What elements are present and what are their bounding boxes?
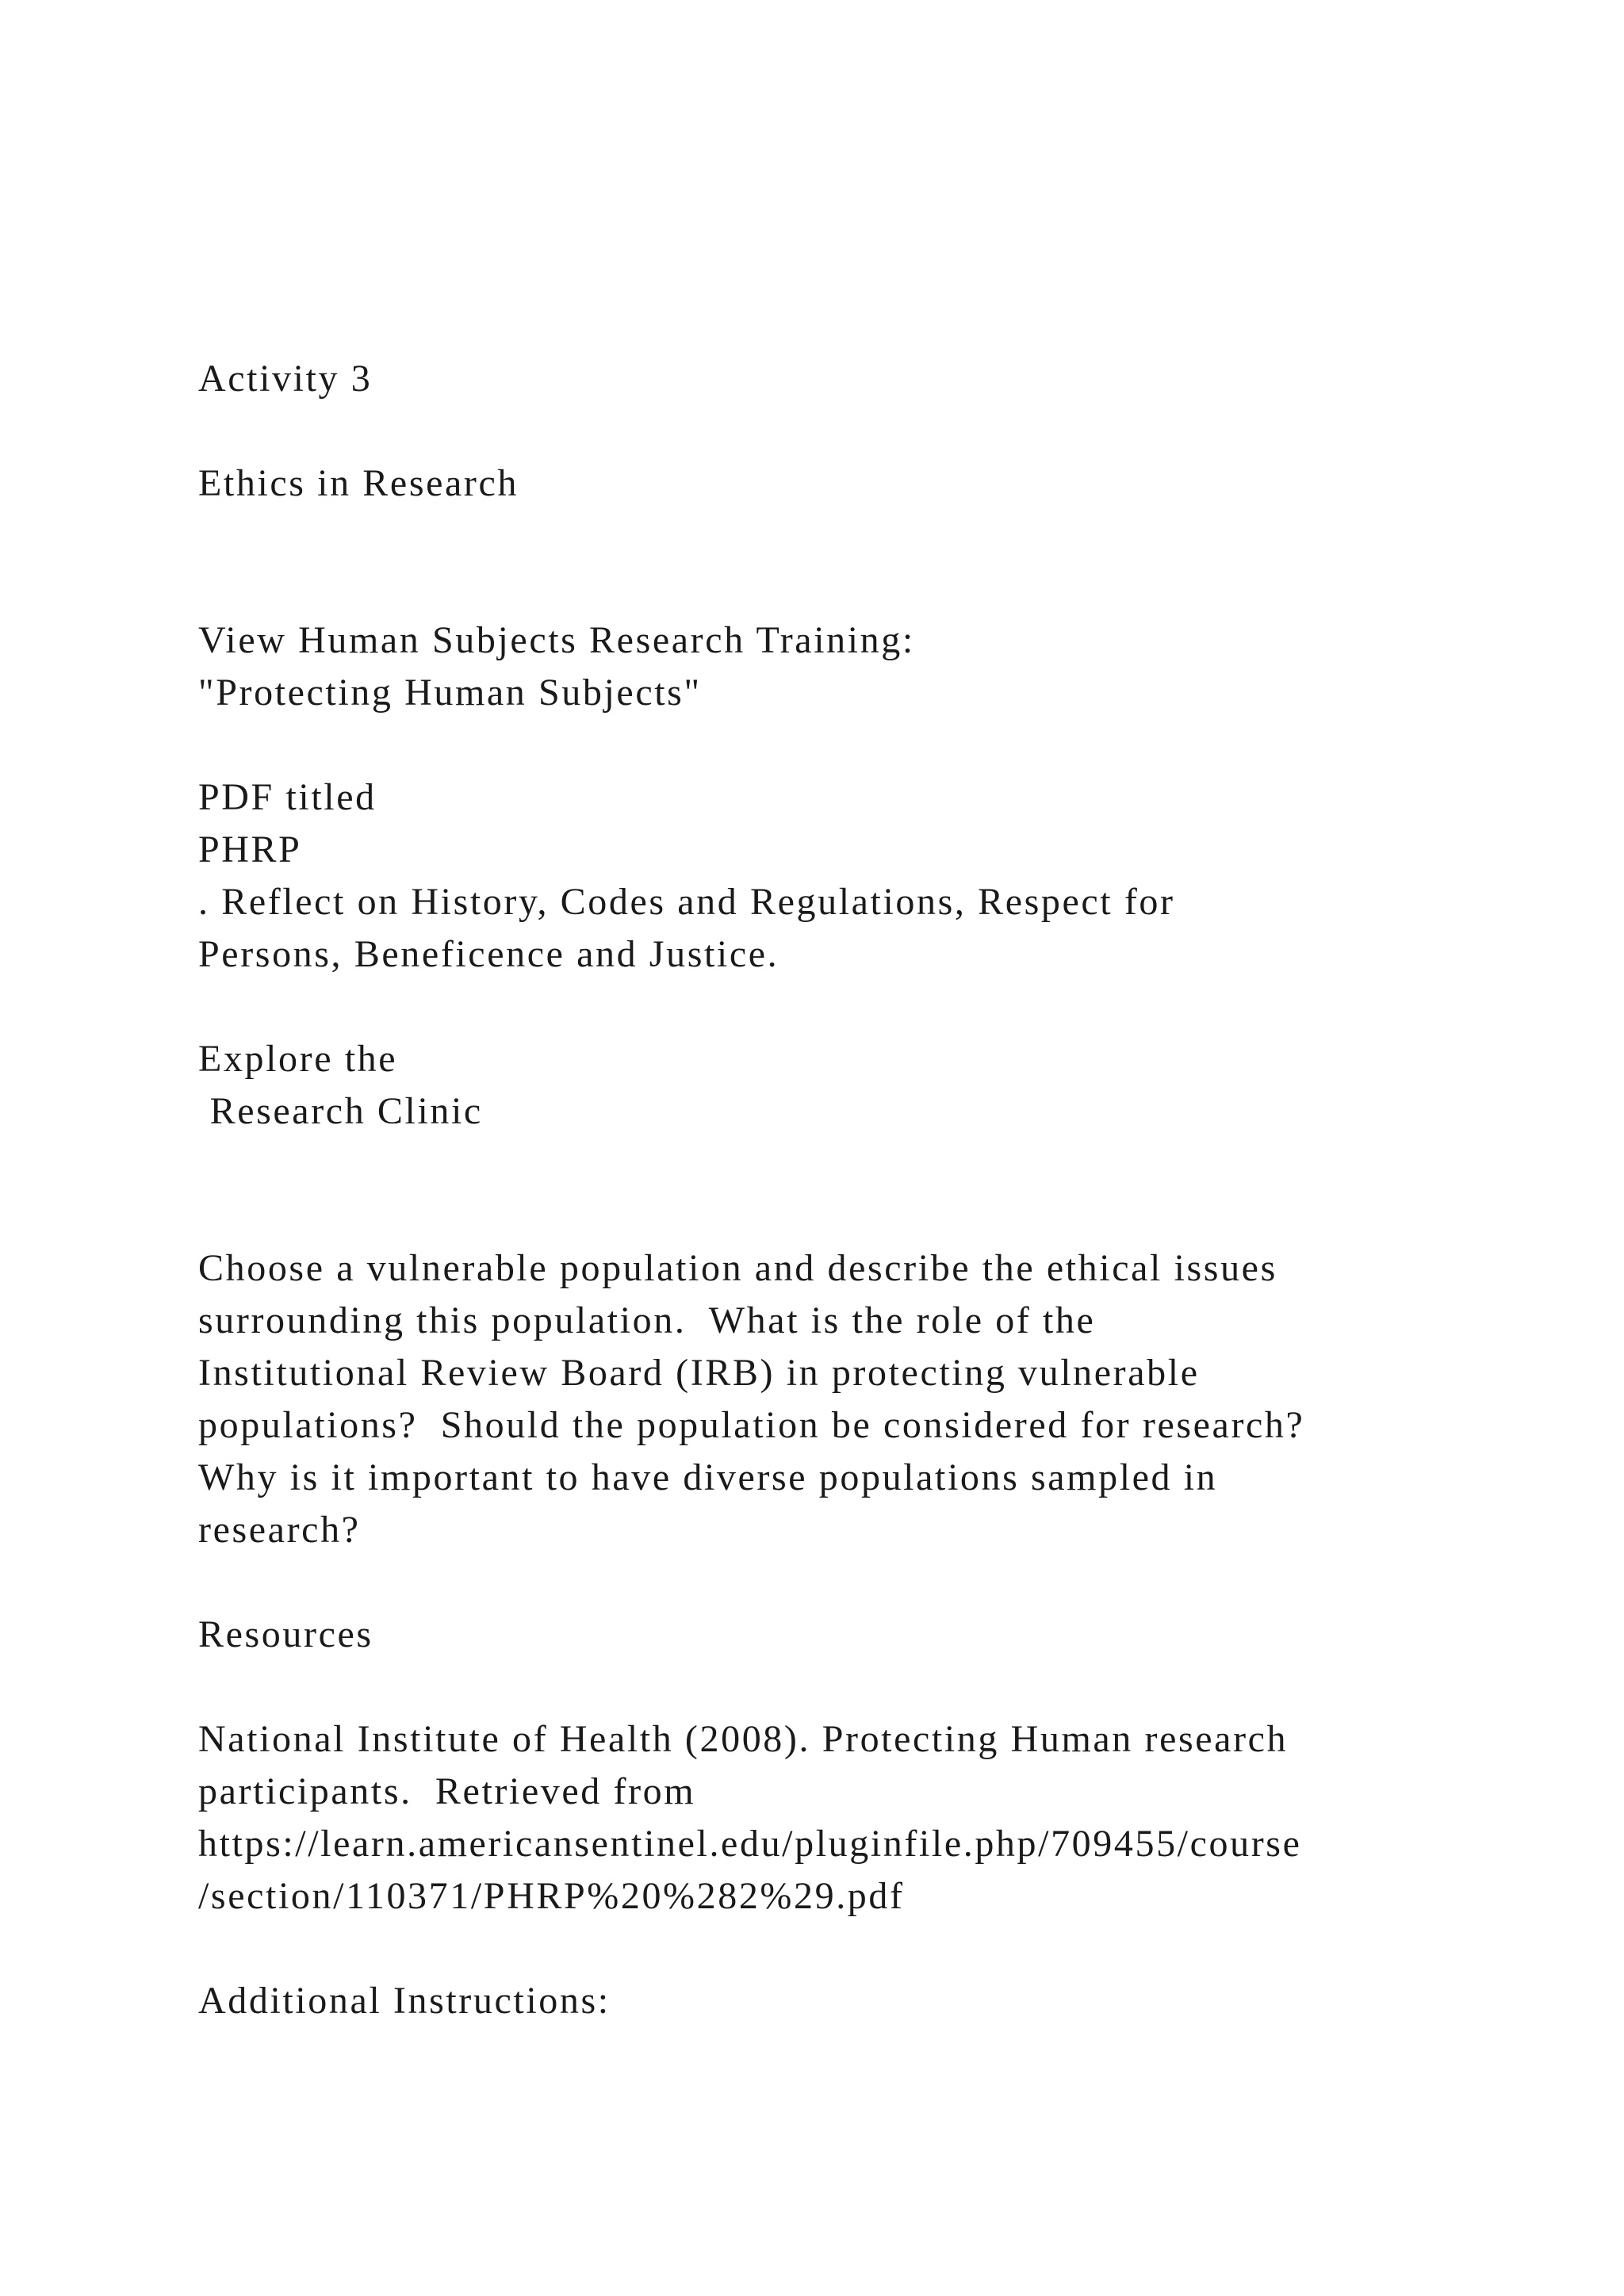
additional-instructions-heading: Additional Instructions: <box>198 1980 611 2022</box>
resources-heading: Resources <box>198 1613 373 1655</box>
question-line-1: Choose a vulnerable population and describe the ethical issues <box>198 1247 1277 1289</box>
view-training-line-1: View Human Subjects Research Training: <box>198 619 915 661</box>
question-line-5: Why is it important to have diverse populations sampled in <box>198 1456 1218 1498</box>
question-line-2: surrounding this population. What is the role of the <box>198 1299 1096 1341</box>
question-line-6: research? <box>198 1509 361 1551</box>
explore-line-1: Explore the <box>198 1038 398 1080</box>
pdf-line-4: Persons, Beneficence and Justice. <box>198 933 779 975</box>
pdf-line-2: PHRP <box>198 828 302 871</box>
reference-line-1: National Institute of Health (2008). Protecting Human research <box>198 1718 1289 1760</box>
activity-subtitle: Ethics in Research <box>198 462 519 504</box>
activity-title: Activity 3 <box>198 358 373 400</box>
question-line-4: populations? Should the population be considered for research? <box>198 1404 1305 1446</box>
reference-url-line-2: /section/110371/PHRP%20%282%29.pdf <box>198 1875 905 1917</box>
pdf-line-1: PDF titled <box>198 776 377 818</box>
explore-line-2: Research Clinic <box>198 1090 483 1132</box>
pdf-line-3: . Reflect on History, Codes and Regulations, Respect for <box>198 881 1175 923</box>
view-training-line-2: "Protecting Human Subjects" <box>198 672 702 714</box>
question-line-3: Institutional Review Board (IRB) in protecting vulnerable <box>198 1352 1200 1394</box>
reference-line-2: participants. Retrieved from <box>198 1770 696 1812</box>
reference-url-line-1: https://learn.americansentinel.edu/pluginfile.php/709455/course <box>198 1823 1302 1865</box>
